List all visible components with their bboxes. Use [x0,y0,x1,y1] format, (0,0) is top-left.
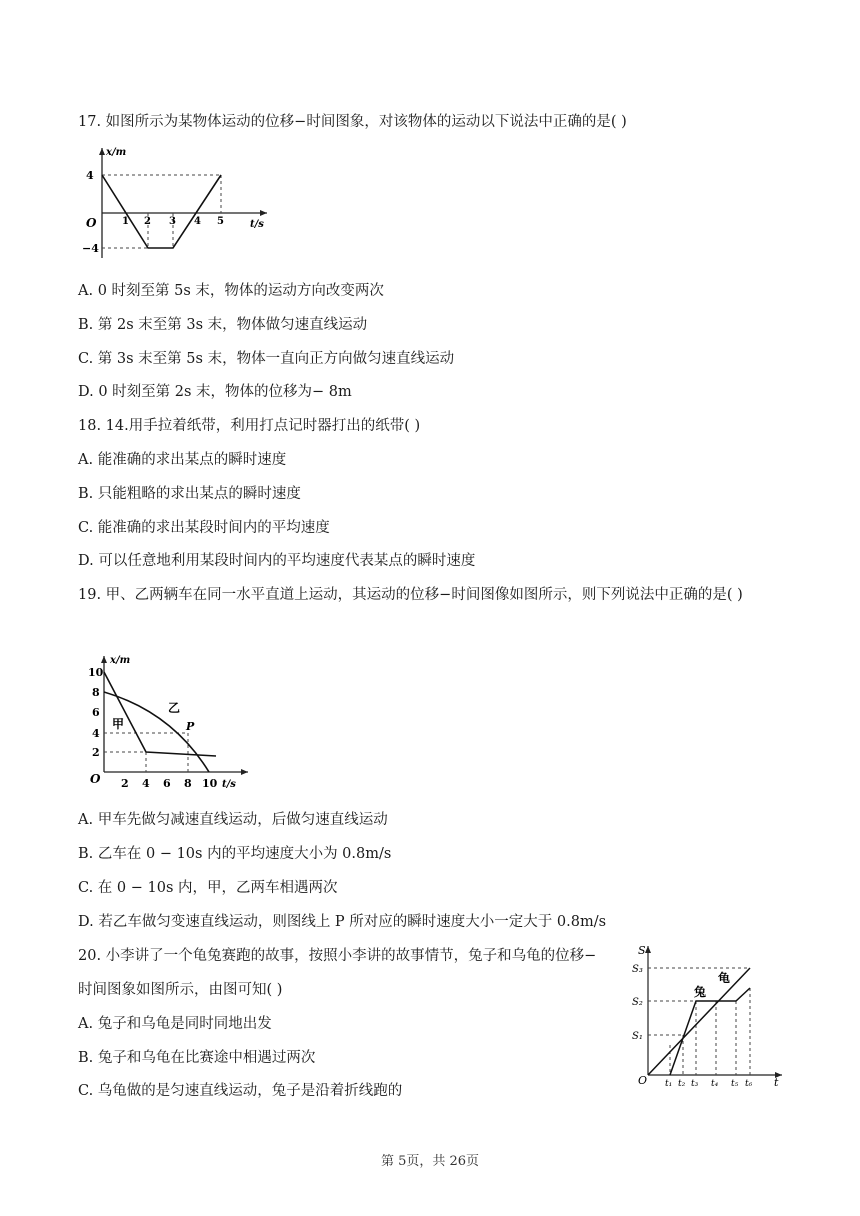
q20-ytick-s3: S₃ [632,964,643,975]
page-footer: 第 5页，共 26页 [380,1154,480,1169]
q17-xtick-1: 1 [122,216,129,227]
q17-ytick-4: 4 [86,169,94,182]
q19-option-b: B. 乙车在 0 − 10s 内的平均速度大小为 0.8m/s [78,846,392,862]
q20-xtick-t6: t₆ [745,1079,753,1089]
q19-xtick-6: 6 [163,777,171,790]
q17-origin: O [86,216,97,230]
q20-xtick-t5: t₅ [731,1079,739,1089]
q17-option-a: A. 0 时刻至第 5s 末，物体的运动方向改变两次 [78,283,384,299]
q19-jia-label: 甲 [112,717,125,731]
q19-origin: O [90,772,101,786]
q19-xlabel: t/s [222,779,236,790]
q19-option-d: D. 若乙车做匀变速直线运动，则图线上 P 所对应的瞬时速度大小一定大于 0.8m/s [78,914,607,930]
q19-figure [82,648,252,798]
q17-xtick-3: 3 [169,216,176,227]
q17-option-c: C. 第 3s 末至第 5s 末，物体一直向正方向做匀速直线运动 [78,351,455,367]
q20-ytick-s1: S₁ [632,1031,643,1042]
q20-xtick-t4: t₄ [711,1079,719,1089]
q19-ytick-10: 10 [88,666,104,679]
q18-option-b: B. 只能粗略的求出某点的瞬时速度 [78,486,301,502]
q17-option-d: D. 0 时刻至第 2s 末，物体的位移为− 8m [78,384,352,400]
q20-origin: O [638,1074,648,1087]
q20-xlabel: t [774,1076,779,1089]
q19-option-a: A. 甲车先做匀减速直线运动，后做匀速直线运动 [78,812,388,828]
q20-stem-line2: 时间图象如图所示，由图可知( ) [78,982,283,998]
q18-option-d: D. 可以任意地利用某段时间内的平均速度代表某点的瞬时速度 [78,553,476,569]
q20-xtick-t2: t₂ [678,1079,686,1089]
q20-gui-label: 龟 [718,971,731,985]
q20-ytick-s2: S₂ [632,997,643,1008]
q20-tu-label: 兔 [694,985,707,999]
q18-option-c: C. 能准确的求出某段时间内的平均速度 [78,520,330,536]
q19-option-c: C. 在 0 − 10s 内，甲，乙两车相遇两次 [78,880,338,896]
q17-ytick-neg4: −4 [82,242,99,255]
q19-yi-label: 乙 [168,701,181,715]
q20-option-c: C. 乌龟做的是匀速直线运动，兔子是沿着折线跑的 [78,1083,403,1099]
q17-xlabel: t/s [250,219,264,230]
q19-p-label: P [186,720,195,733]
q20-ylabel: S [638,944,646,957]
q20-option-b: B. 兔子和乌龟在比赛途中相遇过两次 [78,1050,316,1066]
q19-jia-line [104,672,216,756]
q20-xtick-t3: t₃ [691,1079,699,1089]
q17-figure [82,143,272,261]
q17-graph-line [102,175,221,248]
q20-stem-line1: 20. 小李讲了一个龟兔赛跑的故事，按照小李讲的故事情节，兔子和乌龟的位移− [78,948,597,964]
q19-xtick-10: 10 [202,777,218,790]
q19-xtick-2: 2 [121,777,129,790]
q17-xtick-2: 2 [144,216,151,227]
q20-option-a: A. 兔子和乌龟是同时同地出发 [78,1016,272,1032]
q20-figure [628,940,786,1090]
q19-ytick-6: 6 [92,706,100,719]
q19-ytick-4: 4 [92,727,100,740]
q19-xtick-4: 4 [142,777,150,790]
q17-xtick-4: 4 [194,216,201,227]
q17-ylabel: x/m [106,147,127,158]
q17-xtick-5: 5 [217,216,224,227]
q18-stem: 18. 14.用手拉着纸带，利用打点记时器打出的纸带( ) [78,418,421,434]
q19-ytick-8: 8 [92,686,100,699]
q19-stem: 19. 甲、乙两辆车在同一水平直道上运动，其运动的位移−时间图像如图所示，则下列说法中正确的是( ) [78,587,743,603]
q19-ytick-2: 2 [92,746,100,759]
q20-xtick-t1: t₁ [665,1079,673,1089]
q17-option-b: B. 第 2s 末至第 3s 末，物体做匀速直线运动 [78,317,368,333]
q20-tu-line [670,988,750,1075]
q19-xtick-8: 8 [184,777,192,790]
q19-ylabel: x/m [110,655,131,666]
q18-option-a: A. 能准确的求出某点的瞬时速度 [78,452,287,468]
q17-stem: 17. 如图所示为某物体运动的位移−时间图象，对该物体的运动以下说法中正确的是( ) [78,114,627,130]
